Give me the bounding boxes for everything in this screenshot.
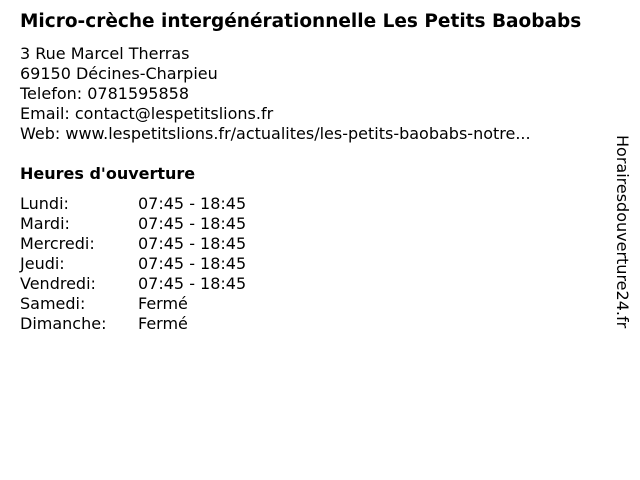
hours-value: 07:45 - 18:45 <box>138 274 247 293</box>
phone-line: Telefon: 0781595858 <box>20 84 190 103</box>
hours-row-vendredi <box>20 274 246 294</box>
email-line: Email: contact@lespetitslions.fr <box>20 104 274 123</box>
opening-hours-heading: Heures d'ouverture <box>20 164 196 183</box>
hours-value: Fermé <box>138 294 188 313</box>
day-label: Mercredi: <box>20 234 95 253</box>
hours-value: 07:45 - 18:45 <box>138 214 247 233</box>
hours-value: 07:45 - 18:45 <box>138 234 247 253</box>
day-label: Jeudi: <box>20 254 65 273</box>
day-label: Samedi: <box>20 294 86 313</box>
day-label: Vendredi: <box>20 274 96 293</box>
hours-row-mercredi <box>20 234 246 254</box>
hours-value: 07:45 - 18:45 <box>138 254 247 273</box>
opening-hours-table <box>20 194 246 334</box>
day-label: Mardi: <box>20 214 70 233</box>
city-postal: 69150 Décines-Charpieu <box>20 64 218 83</box>
hours-row-dimanche <box>20 314 246 334</box>
day-label: Dimanche: <box>20 314 107 333</box>
day-label: Lundi: <box>20 194 69 213</box>
site-watermark: Horairesdouverture24.fr <box>613 135 632 329</box>
business-name: Micro-crèche intergénérationnelle Les Petits Baobabs <box>20 11 582 32</box>
hours-row-mardi <box>20 214 246 234</box>
contact-block <box>20 44 531 144</box>
web-line: Web: www.lespetitslions.fr/actualites/les-petits-baobabs-notre... <box>20 124 531 143</box>
hours-value: 07:45 - 18:45 <box>138 194 247 213</box>
street-address: 3 Rue Marcel Therras <box>20 44 190 63</box>
hours-value: Fermé <box>138 314 188 333</box>
hours-row-lundi <box>20 194 246 214</box>
hours-row-samedi <box>20 294 246 314</box>
hours-row-jeudi <box>20 254 246 274</box>
